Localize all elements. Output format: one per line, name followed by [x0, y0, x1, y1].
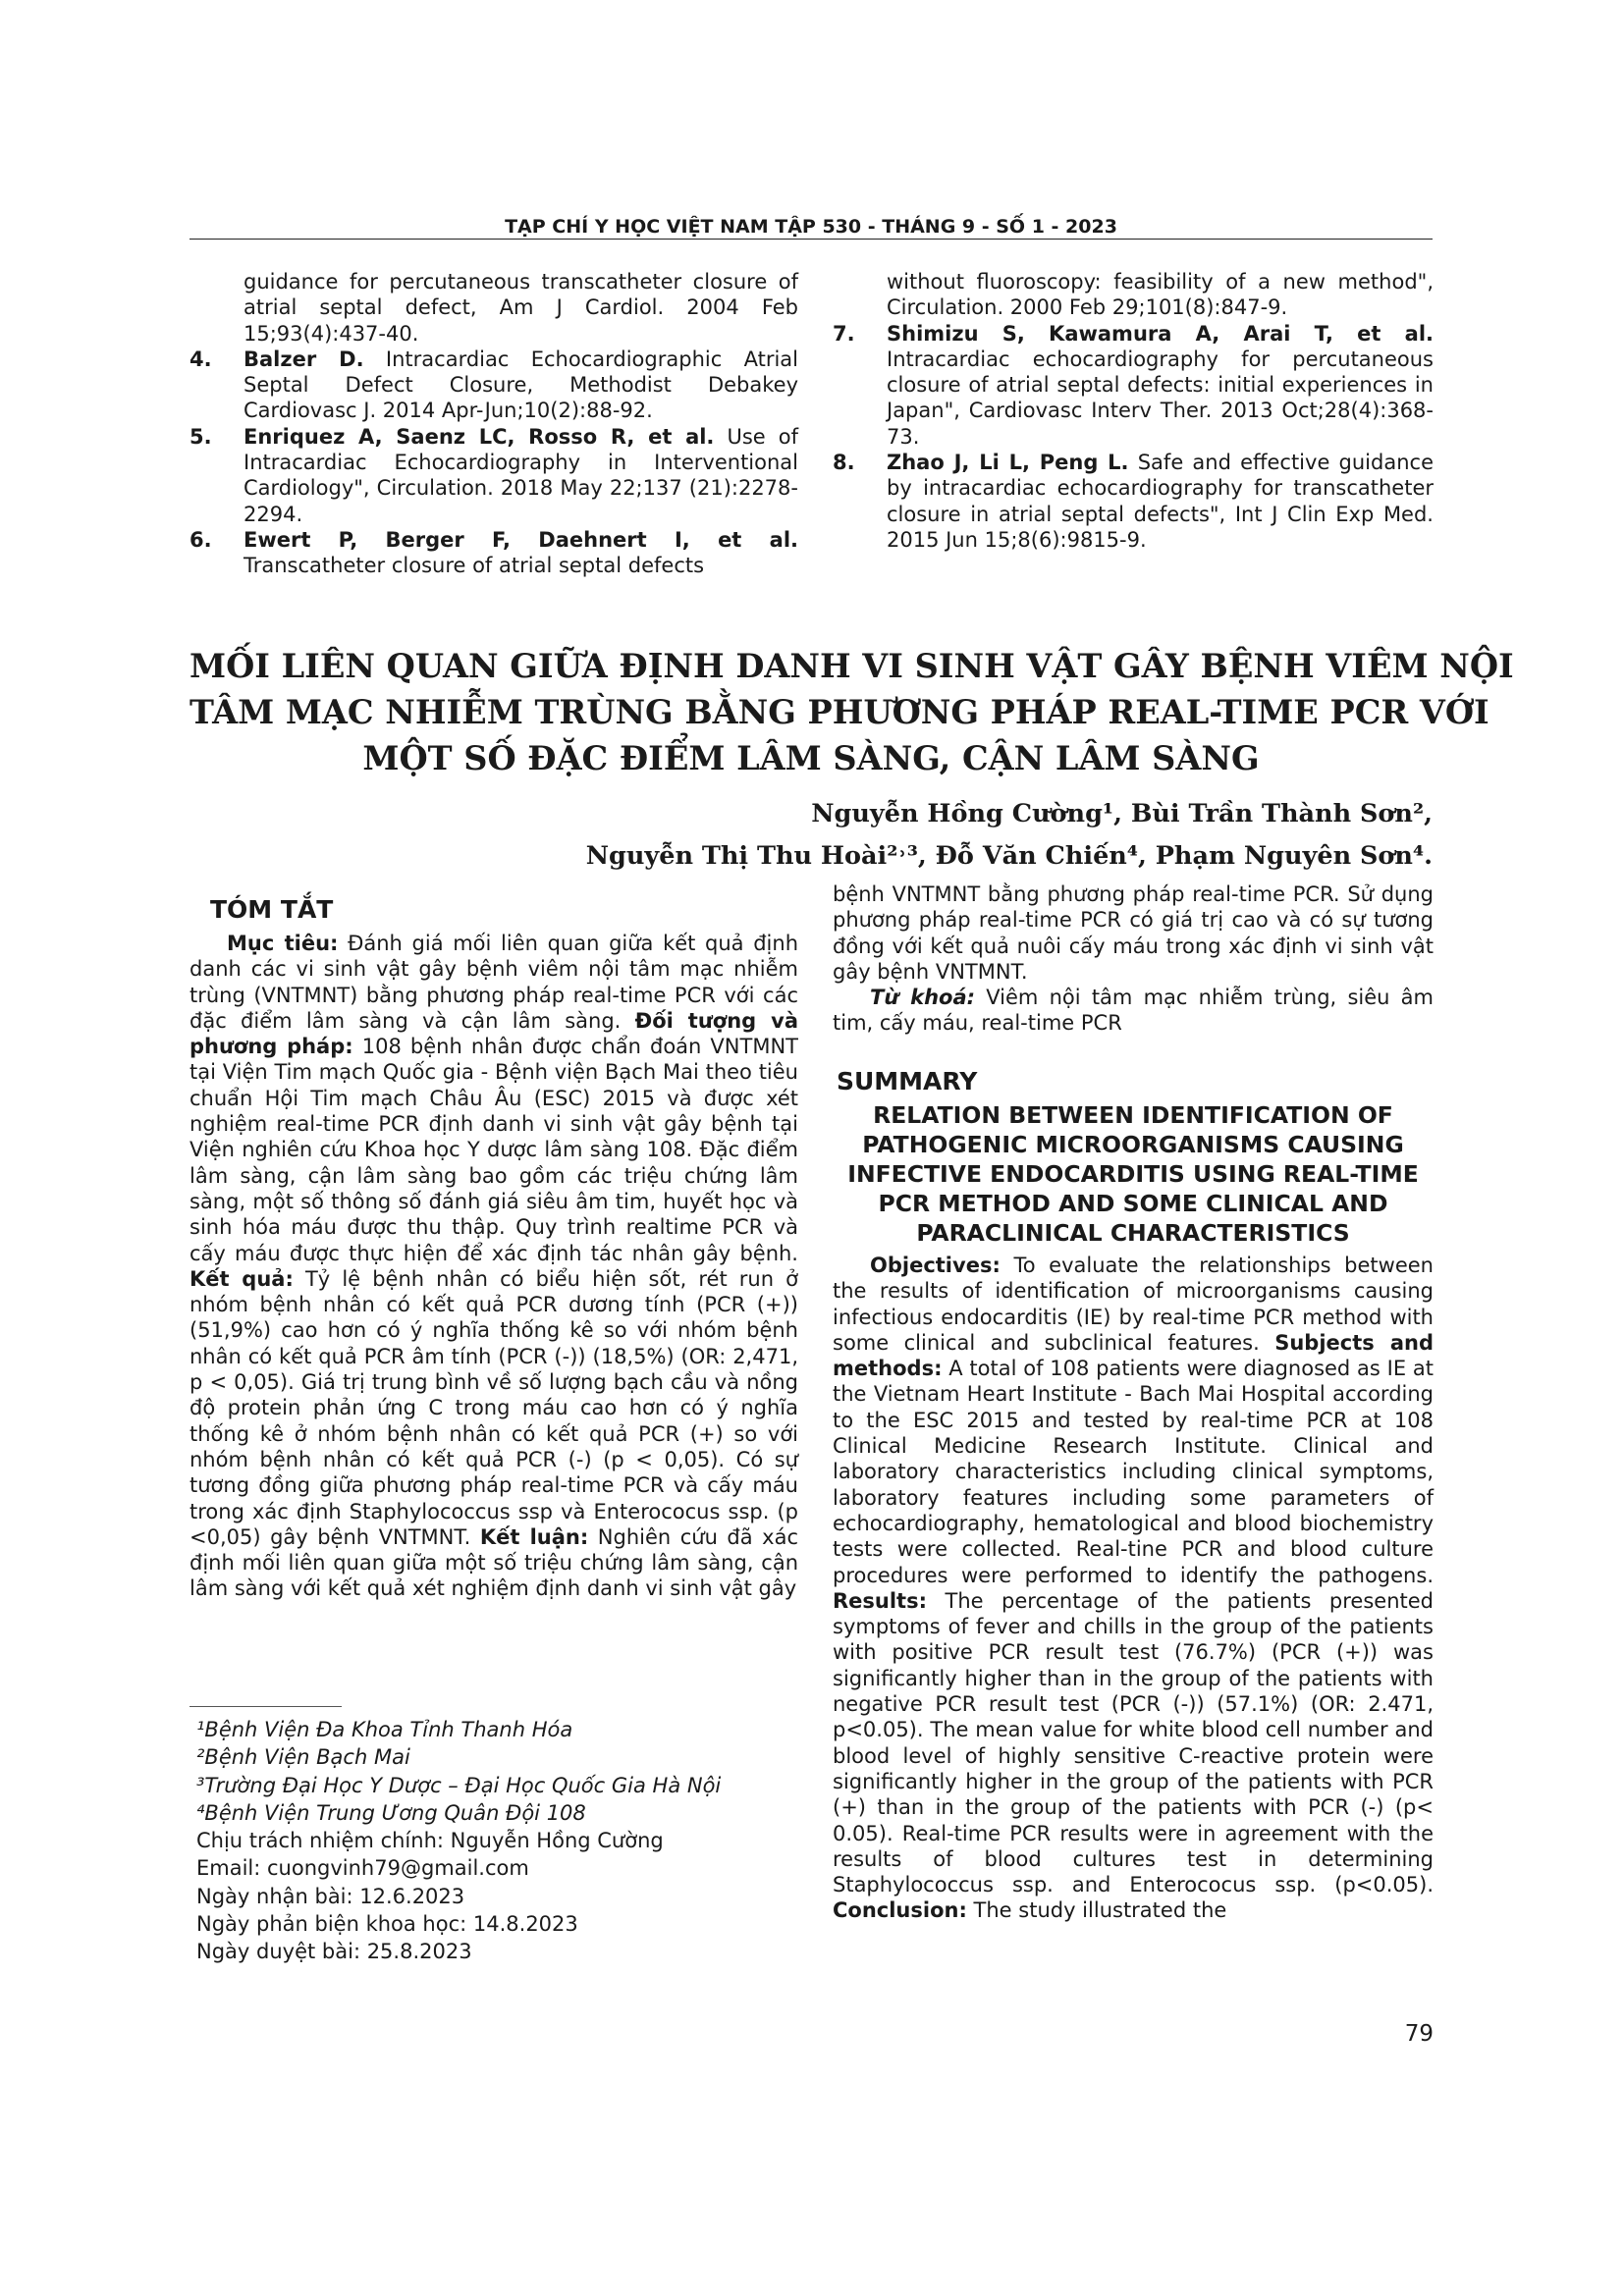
title-line: MỐI LIÊN QUAN GIỮA ĐỊNH DANH VI SINH VẬT GÂY BỆNH VIÊM NỘI: [189, 647, 1514, 685]
reference-text: Use of Intracardiac Echocardiography in Interventional Cardiology", Circulation. 2018 May 22;137 (21):2278-2294.: [244, 424, 799, 526]
methods-label: Đối tượng và phương pháp:: [189, 1008, 798, 1059]
reference-number: 5.: [189, 424, 212, 449]
methods-text: A total of 108 patients were diagnosed as IE at the Vietnam Heart Institute - Bach Mai Hospital according to the ESC 2015 and tested by real-time PCR at 108 Clinical Medicine Research Institute. Clinical and laboratory characteristics including clinical symptoms, laboratory features including some parameters of echocardiography, hematological and blood biochemistry tests were collected. Real-tine PCR and blood culture procedures were performed to identify the pathogens.: [833, 1357, 1434, 1587]
reference-text: Intracardiac Echocardiographic Atrial Septal Defect Closure, Methodist Debakey Cardiovasc J. 2014 Apr-Jun;10(2):88-92.: [244, 347, 798, 423]
results-text: Tỷ lệ bệnh nhân có biểu hiện sốt, rét run ở nhóm bệnh nhân có kết quả PCR dương tính (PCR (+)) (51,9%) cao hơn có ý nghĩa thống kê so với nhóm bệnh nhân có kết quả PCR âm tính (PCR (-)) (18,5%) (OR: 2,471, p < 0,05). Giá trị trung bình về số lượng bạch cầu và nồng độ protein phản ứng C trong máu cao hơn có ý nghĩa thống kê ở nhóm bệnh nhân có kết quả PCR (+) so với nhóm bệnh nhân có kết quả PCR (-) (p < 0,05). Có sự tương đồng giữa phương pháp real-time PCR và cấy máu trong xác định Staphylococcus ssp và Enterococus ssp. (p <0,05) gây bệnh VNTMNT.: [189, 1266, 798, 1549]
author-line: Nguyễn Hồng Cường¹, Bùi Trần Thành Sơn²,: [811, 799, 1433, 828]
title-line: MỘT SỐ ĐẶC ĐIỂM LÂM SÀNG, CẬN LÂM SÀNG: [362, 739, 1260, 777]
abstract-vietnamese-continued: [833, 881, 1434, 1037]
email: Email: cuongvinh79@gmail.com: [196, 1856, 529, 1881]
english-title-line: INFECTIVE ENDOCARDITIS USING REAL-TIME: [847, 1160, 1419, 1188]
english-title: [833, 1100, 1434, 1248]
reference-number: 6.: [189, 527, 212, 552]
reference-number: 8.: [833, 451, 855, 475]
summary-heading-english: SUMMARY: [837, 1067, 978, 1095]
affiliation: ¹Bệnh Viện Đa Khoa Tỉnh Thanh Hóa: [196, 1718, 573, 1741]
keywords-text: Viêm nội tâm mạc nhiễm trùng, siêu âm tim, cấy máu, real-time PCR: [833, 986, 1435, 1036]
reference-authors: Zhao J, Li L, Peng L.: [887, 451, 1129, 475]
reference-number: 7.: [833, 321, 855, 346]
english-title-line: RELATION BETWEEN IDENTIFICATION OF: [873, 1101, 1393, 1129]
results-text: The percentage of the patients presented symptoms of fever and chills in the group of the patients with positive PCR result test (76.7%) (PCR (+)) was significantly higher than in the group of the patients with negative PCR result test (PCR (-)) (57.1%) (OR: 2.471, p<0.05). The mean value for white blood cell number and blood level of highly sensitive C-reactive protein were significantly higher in the group of the patients with PCR (+) than in the group of the patients with PCR (-) (p< 0.05). Real-time PCR results were in agreement with the results of blood cultures test in determining Staphylococcus ssp. and Enterococus ssp. (p<0.05).: [833, 1588, 1434, 1897]
abstract-vietnamese: [189, 931, 798, 1602]
reference-item: [833, 321, 1434, 450]
results-label: Results:: [833, 1588, 927, 1613]
page-number: 79: [1404, 2021, 1434, 2047]
reference-item: [189, 347, 798, 424]
methods-label: Subjects and methods:: [833, 1330, 1435, 1381]
keywords-paragraph: [833, 985, 1434, 1037]
running-header: TẠP CHÍ Y HỌC VIỆT NAM TẬP 530 - THÁNG 9 - SỐ 1 - 2023: [505, 216, 1117, 238]
author-line: Nguyễn Thị Thu Hoài²˒³, Đỗ Văn Chiến⁴, Phạm Nguyên Sơn⁴.: [585, 841, 1433, 871]
affiliation: ⁴Bệnh Viện Trung Ương Quân Đội 108: [196, 1800, 586, 1825]
reference-item: [189, 424, 798, 527]
references-right-column: [833, 269, 1434, 553]
conclusion-continued: bệnh VNTMNT bằng phương pháp real-time PCR. Sử dụng phương pháp real-time PCR có giá trị cao và có sự tương đồng với kết quả nuôi cấy máu trong xác định vi sinh vật gây bệnh VNTMNT.: [833, 882, 1434, 984]
objectives-text: To evaluate the relationships between the results of identification of microorganisms causing infectious endocarditis (IE) by real-time PCR method with some clinical and subclinical features.: [833, 1254, 1434, 1355]
review-date: Ngày phản biện khoa học: 14.8.2023: [196, 1912, 578, 1937]
reference-number: 4.: [189, 347, 212, 371]
article-title: [189, 643, 1514, 781]
conclusion-label: Conclusion:: [833, 1898, 967, 1923]
reference-authors: Enriquez A, Saenz LC, Rosso R, et al.: [244, 424, 715, 449]
corresponding-author: Chịu trách nhiệm chính: Nguyễn Hồng Cường: [196, 1829, 664, 1853]
conclusion-text: The study illustrated the: [966, 1898, 1227, 1923]
reference-text: Safe and effective guidance by intracardiac echocardiography for transcatheter closure in atrial septal defects", Int J Clin Exp Med. 2015 Jun 15;8(6):9815-9.: [887, 451, 1434, 552]
keywords-label: Từ khoá:: [870, 986, 976, 1010]
reference-item: [833, 269, 1434, 321]
reference-authors: Ewert P, Berger F, Daehnert I, et al.: [244, 527, 798, 552]
objectives-label: Objectives:: [870, 1254, 1001, 1277]
received-date: Ngày nhận bài: 12.6.2023: [196, 1884, 465, 1908]
conclusion-text: Nghiên cứu đã xác định mối liên quan giữa một số triệu chứng lâm sàng, cận lâm sàng với kết quả xét nghiệm định danh vi sinh vật gây: [189, 1524, 798, 1601]
accepted-date: Ngày duyệt bài: 25.8.2023: [196, 1940, 472, 1964]
reference-text: without fluoroscopy: feasibility of a new method", Circulation. 2000 Feb 29;101(8):847-9.: [887, 270, 1434, 320]
english-title-line: PCR METHOD AND SOME CLINICAL AND: [878, 1190, 1388, 1217]
footnotes: [196, 1716, 805, 1966]
reference-text: guidance for percutaneous transcatheter closure of atrial septal defect, Am J Cardiol. 2004 Feb 15;93(4):437-40.: [244, 270, 798, 346]
abstract-paragraph: [833, 881, 1434, 985]
reference-authors: Shimizu S, Kawamura A, Arai T, et al.: [887, 321, 1434, 346]
english-title-line: PATHOGENIC MICROORGANISMS CAUSING: [862, 1131, 1404, 1158]
title-line: TÂM MẠC NHIỄM TRÙNG BẰNG PHƯƠNG PHÁP REAL-TIME PCR VỚI: [189, 693, 1489, 731]
reference-item: [189, 269, 798, 347]
affiliation: ³Trường Đại Học Y Dược – Đại Học Quốc Gia Hà Nội: [196, 1773, 722, 1797]
footnote-rule: [189, 1706, 342, 1707]
results-label: Kết quả:: [189, 1266, 294, 1291]
objective-label: Mục tiêu:: [227, 932, 339, 955]
reference-authors: Balzer D.: [244, 347, 364, 371]
references-left-column: [189, 269, 798, 579]
affiliation: ²Bệnh Viện Bạch Mai: [196, 1745, 410, 1770]
reference-text: Transcatheter closure of atrial septal defects: [244, 554, 705, 578]
conclusion-label: Kết luận:: [479, 1524, 589, 1549]
reference-item: [833, 450, 1434, 553]
methods-text: 108 bệnh nhân được chẩn đoán VNTMNT tại Viện Tim mạch Quốc gia - Bệnh viện Bạch Mai theo tiêu chuẩn Hội Tim mạch Châu Âu (ESC) 2015 và được xét nghiệm real-time PCR định danh vi sinh vật gây bệnh tại Viện nghiên cứu Khoa học Y dược lâm sàng 108. Đặc điểm lâm sàng, cận lâm sàng bao gồm các triệu chứng lâm sàng, một số thông số đánh giá siêu âm tim, huyết học và sinh hóa máu được thu thập. Quy trình realtime PCR và cấy máu được thực hiện để xác định tác nhân gây bệnh.: [189, 1035, 798, 1265]
abstract-paragraph: [189, 931, 798, 1602]
objective-text: Đánh giá mối liên quan giữa kết quả định danh các vi sinh vật gây bệnh viêm nội tâm mạc nhiễm trùng (VNTMNT) bằng phương pháp real-time PCR với các đặc điểm lâm sàng và cận lâm sàng.: [189, 932, 799, 1033]
reference-text: Intracardiac echocardiography for percutaneous closure of atrial septal defects: initial experiences in Japan", Cardiovasc Interv Ther. 2013 Oct;28(4):368-73.: [887, 347, 1434, 449]
abstract-english: [833, 1253, 1434, 1924]
abstract-paragraph: [833, 1253, 1434, 1924]
reference-item: [189, 527, 798, 579]
summary-heading-vietnamese: TÓM TẮT: [210, 895, 334, 924]
english-title-line: PARACLINICAL CHARACTERISTICS: [916, 1219, 1350, 1247]
header-rule: [189, 239, 1433, 240]
author-list: [491, 793, 1433, 878]
